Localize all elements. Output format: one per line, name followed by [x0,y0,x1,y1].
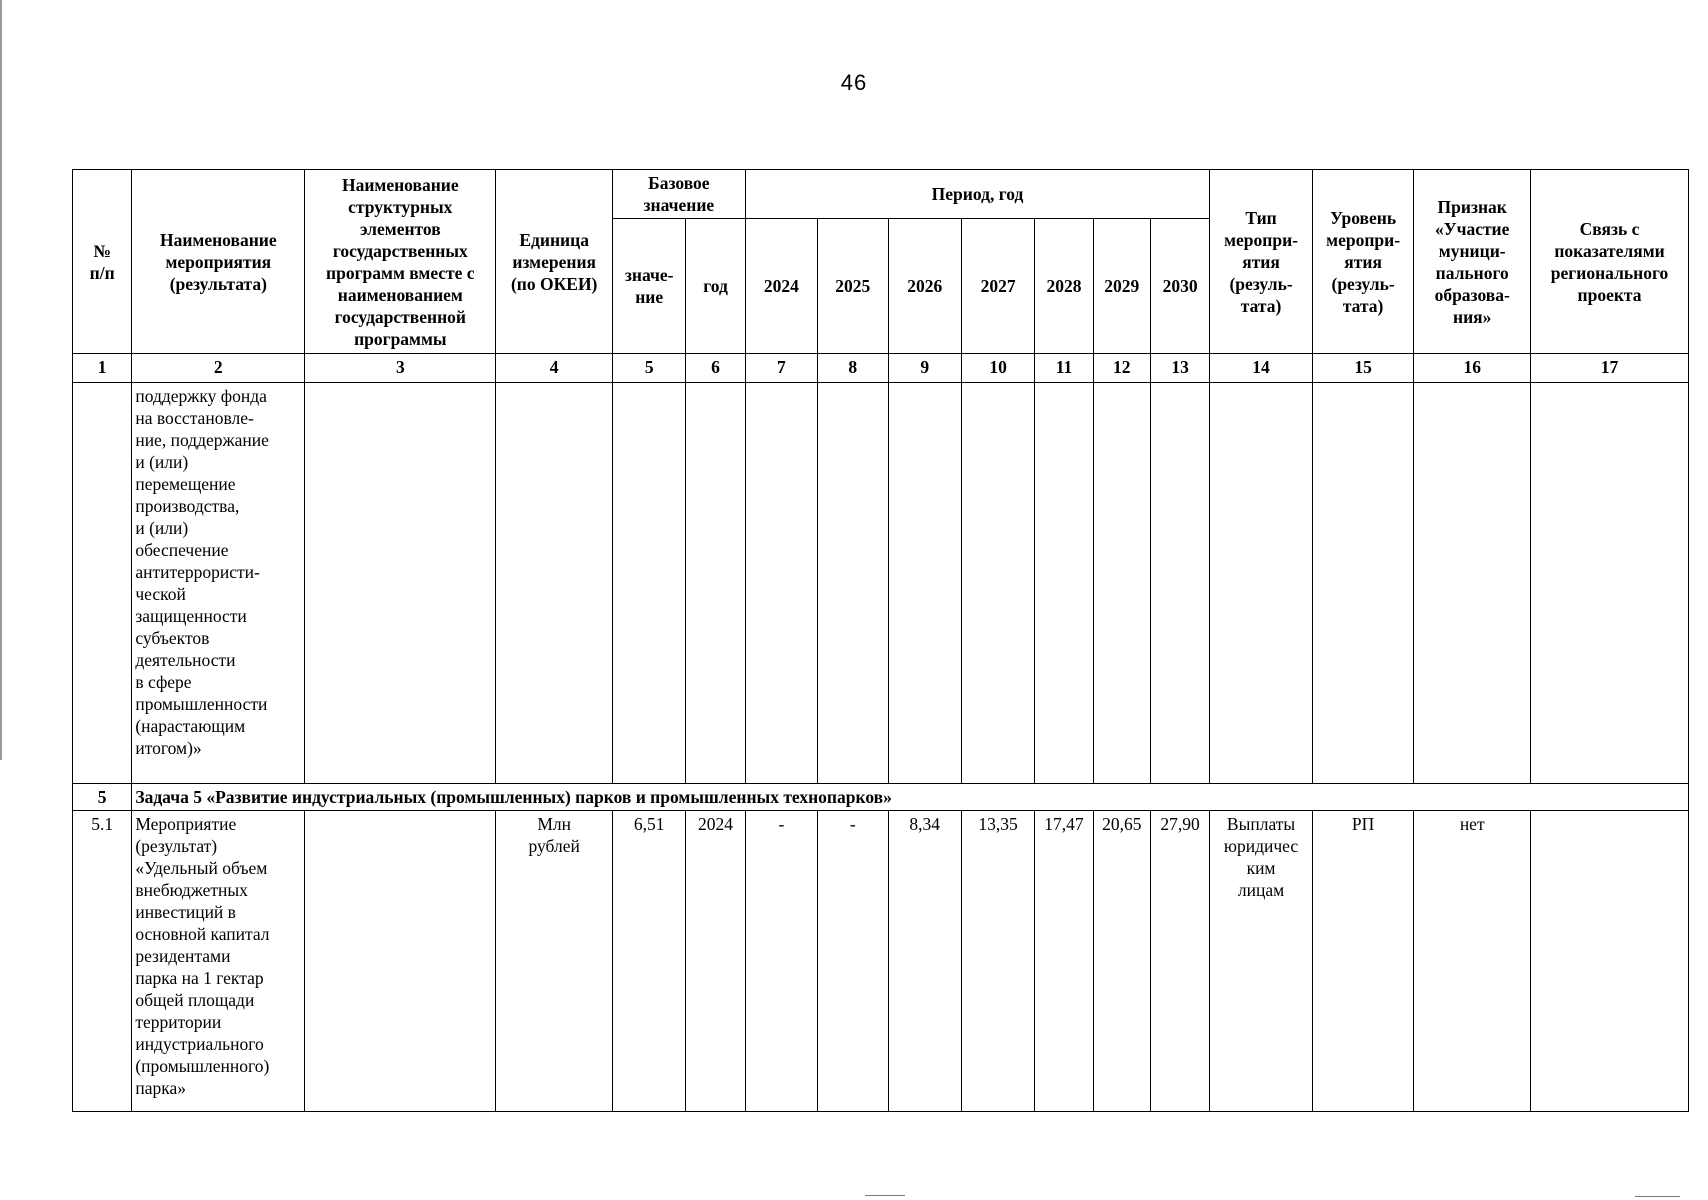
task-row [73,784,1689,811]
row-municipal: нет [1414,811,1531,1112]
cell-empty [888,383,961,784]
header-year-2027: 2027 [961,219,1034,354]
row-value-2026: 8,34 [888,811,961,1112]
scan-artifact [1635,1196,1680,1197]
cell-empty [1093,383,1150,784]
cell-empty [1210,383,1313,784]
header-row-top [73,170,1689,219]
cell-empty [612,383,685,784]
continuation-name: поддержку фонда на восстановле- ние, поддержание и (или) перемещение производства, и (или) обеспечение антитеррористи- ческой защищенности субъектов деятельности в сфере промышленности (нарастающим итогом)» [132,383,305,784]
row-value-2024: - [745,811,817,1112]
column-number: 14 [1210,354,1313,383]
header-base-year: год [686,219,745,354]
header-col-unit: Единица измерения (по ОКЕИ) [496,170,613,354]
header-col-no: № п/п [73,170,132,354]
column-number: 4 [496,354,613,383]
header-year-2029: 2029 [1093,219,1150,354]
row-value-2028: 17,47 [1035,811,1093,1112]
row-value-2029: 20,65 [1093,811,1150,1112]
cell-empty [1414,383,1531,784]
row-unit: Млн рублей [496,811,613,1112]
cell-empty [961,383,1034,784]
column-number: 8 [818,354,888,383]
header-col-level: Уровень меропри-ятия (резуль-тата) [1312,170,1414,354]
cell-empty [305,383,496,784]
header-col-base: Базовое значение [612,170,745,219]
column-number: 6 [686,354,745,383]
header-year-2025: 2025 [818,219,888,354]
row-level: РП [1312,811,1414,1112]
column-number-row [73,354,1689,383]
row-value-2025: - [818,811,888,1112]
header-col-name: Наименование мероприятия (результата) [132,170,305,354]
row-struct [305,811,496,1112]
column-number: 12 [1093,354,1150,383]
scan-artifact [865,1195,905,1196]
header-col-link: Связь с показателями регионального проекта [1531,170,1689,354]
cell-empty [818,383,888,784]
column-number: 7 [745,354,817,383]
column-number: 9 [888,354,961,383]
row-base-value: 6,51 [612,811,685,1112]
cell-empty [686,383,745,784]
program-table [72,169,1689,1112]
cell-empty [496,383,613,784]
cell-empty [1531,383,1689,784]
row-type: Выплаты юридичес ким лицам [1210,811,1313,1112]
row-value-2030: 27,90 [1150,811,1209,1112]
row-name: Мероприятие (результат) «Удельный объем внебюджетных инвестиций в основной капитал резидентами парка на 1 гектар общей площади территории индустриального (промышленного) парка» [132,811,305,1112]
header-base-value: значе-ние [612,219,685,354]
cell-empty [73,383,132,784]
header-year-2024: 2024 [745,219,817,354]
header-year-2030: 2030 [1150,219,1209,354]
column-number: 11 [1035,354,1093,383]
row-link [1531,811,1689,1112]
column-number: 17 [1531,354,1689,383]
task-title: Задача 5 «Развитие индустриальных (промышленных) парков и промышленных технопарков» [132,784,1689,811]
scan-edge-line [0,0,2,760]
cell-empty [1150,383,1209,784]
task-number: 5 [73,784,132,811]
row-base-year: 2024 [686,811,745,1112]
column-number: 1 [73,354,132,383]
column-number: 16 [1414,354,1531,383]
column-number: 13 [1150,354,1209,383]
column-number: 3 [305,354,496,383]
header-col-type: Тип меропри-ятия (резуль-тата) [1210,170,1313,354]
continuation-row [73,383,1689,784]
page-number: 46 [840,70,868,95]
column-number: 2 [132,354,305,383]
cell-empty [745,383,817,784]
table-row [73,811,1689,1112]
header-col-struct: Наименование структурных элементов государственных программ вместе с наименованием государственной программы [305,170,496,354]
row-value-2027: 13,35 [961,811,1034,1112]
header-col-period: Период, год [745,170,1210,219]
header-year-2028: 2028 [1035,219,1093,354]
header-col-sign: Признак «Участие муници-пального образова-ния» [1414,170,1531,354]
cell-empty [1035,383,1093,784]
header-year-2026: 2026 [888,219,961,354]
column-number: 10 [961,354,1034,383]
column-number: 15 [1312,354,1414,383]
cell-empty [1312,383,1414,784]
row-number: 5.1 [73,811,132,1112]
column-number: 5 [612,354,685,383]
